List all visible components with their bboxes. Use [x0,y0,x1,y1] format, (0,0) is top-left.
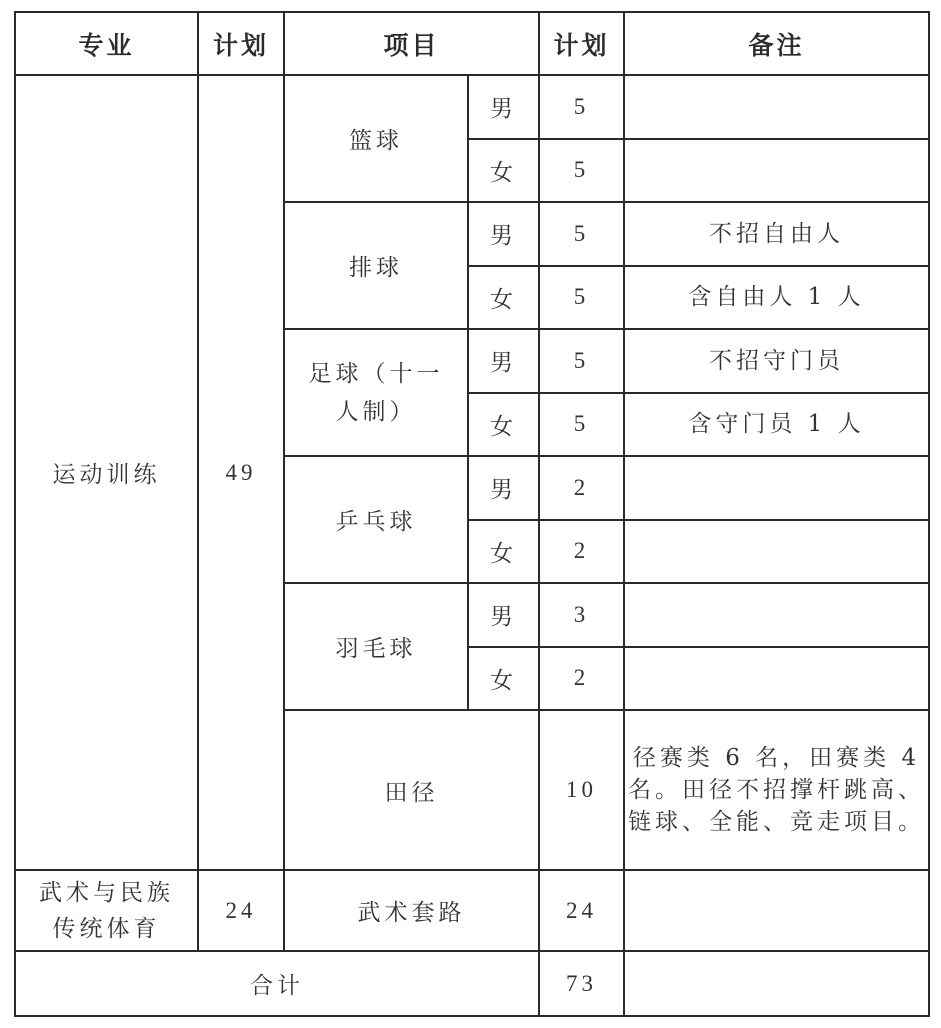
table-row [15,870,929,951]
remark-cell [624,456,929,520]
remark-cell: 不招自由人 [624,202,929,266]
item-football-11 [284,329,468,456]
item-football-line2: 人制） [335,398,417,425]
plan-cell: 3 [539,583,624,647]
remark-cell [624,75,929,139]
remark-athletics: 径赛类 6 名，田赛类 4 名。田径不招撑杆跳高、链球、全能、竞走项目。 [624,710,929,870]
header-item: 项目 [284,12,539,75]
plan-cell: 2 [539,647,624,711]
gender-cell: 女 [468,139,539,203]
plan-cell: 2 [539,520,624,584]
major-wushu [15,870,198,951]
remark-cell [624,520,929,584]
item-volleyball: 排球 [284,202,468,329]
enrollment-plan-table [14,11,930,1017]
plan-cell: 5 [539,75,624,139]
gender-cell: 男 [468,75,539,139]
item-basketball: 篮球 [284,75,468,202]
item-football-line1: 足球（十一 [308,360,444,387]
table-row [15,75,929,139]
major-wushu-line2: 传统体育 [52,915,161,942]
plan-cell: 5 [539,139,624,203]
plan-cell: 5 [539,329,624,393]
plan-cell: 5 [539,393,624,457]
remark-cell [624,139,929,203]
plan-cell: 2 [539,456,624,520]
item-athletics: 田径 [284,710,539,870]
remark-cell [624,647,929,711]
plan-cell: 5 [539,266,624,330]
total-row [15,951,929,1016]
item-badminton: 羽毛球 [284,583,468,710]
gender-cell: 女 [468,520,539,584]
gender-cell: 男 [468,583,539,647]
item-wushu-routine: 武术套路 [284,870,539,951]
header-row [15,12,929,75]
major-wushu-line1: 武术与民族 [39,879,174,906]
gender-cell: 男 [468,329,539,393]
major-sports-training: 运动训练 [15,75,198,870]
remark-cell [624,583,929,647]
total-plan: 73 [539,951,624,1016]
remark-cell: 不招守门员 [624,329,929,393]
plan-cell: 10 [539,710,624,870]
major-plan-wushu: 24 [198,870,284,951]
plan-cell: 5 [539,202,624,266]
header-major: 专业 [15,12,198,75]
total-remark [624,951,929,1016]
header-remarks: 备注 [624,12,929,75]
gender-cell: 女 [468,266,539,330]
plan-cell: 24 [539,870,624,951]
header-plan: 计划 [198,12,284,75]
gender-cell: 男 [468,456,539,520]
item-table-tennis: 乒乓球 [284,456,468,583]
gender-cell: 女 [468,647,539,711]
remark-cell: 含自由人 1 人 [624,266,929,330]
header-item-plan: 计划 [539,12,624,75]
remark-cell: 含守门员 1 人 [624,393,929,457]
gender-cell: 男 [468,202,539,266]
major-plan-sports-training: 49 [198,75,284,870]
total-label: 合计 [15,951,539,1016]
gender-cell: 女 [468,393,539,457]
remark-cell [624,870,929,951]
